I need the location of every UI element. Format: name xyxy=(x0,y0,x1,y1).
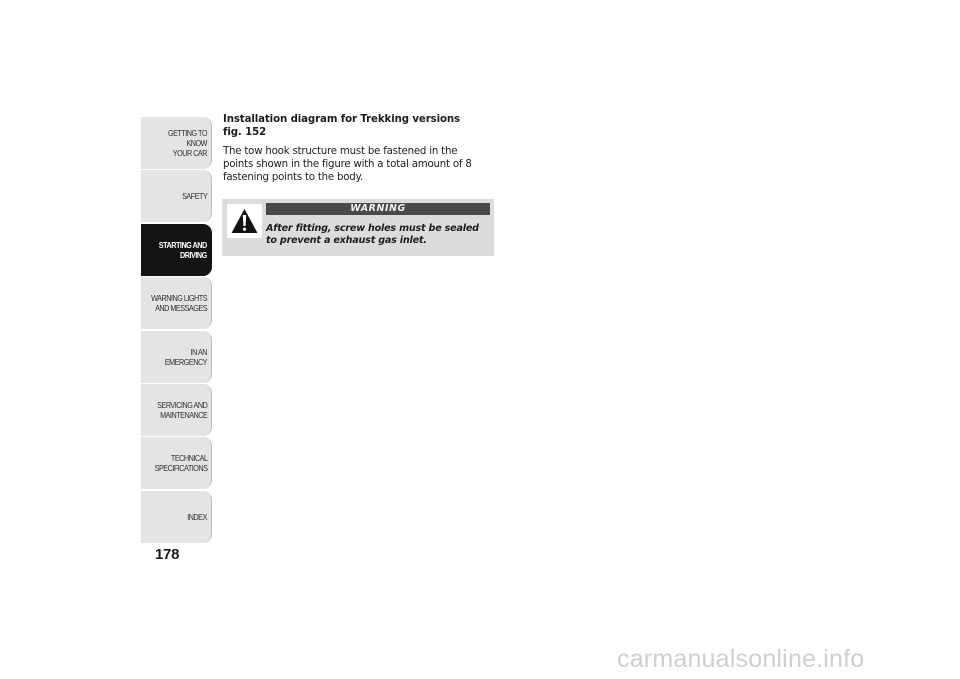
body-line: The tow hook structure must be fastened in the xyxy=(223,146,458,158)
watermark: carmanualsonline.info xyxy=(617,645,865,673)
warning-box xyxy=(222,199,494,256)
chapter-tabs xyxy=(141,117,212,544)
body-line: points shown in the figure with a total amount of 8 xyxy=(223,158,472,170)
warning-line: to prevent a exhaust gas inlet. xyxy=(266,235,427,246)
tab-label: IN AN EMERGENCY xyxy=(164,346,207,367)
tab-warning-lights-and-messages[interactable] xyxy=(141,277,212,329)
section-body xyxy=(223,146,498,184)
warning-triangle-icon xyxy=(230,207,259,235)
tab-in-an-emergency[interactable] xyxy=(141,331,212,383)
tab-safety[interactable] xyxy=(141,170,212,222)
heading-line: Installation diagram for Trekking versions xyxy=(223,114,461,125)
tab-label: INDEX xyxy=(187,511,207,522)
tab-label: STARTING AND DRIVING xyxy=(159,239,207,260)
tab-label: SAFETY xyxy=(181,191,207,202)
section-heading xyxy=(223,114,498,139)
figure-reference-link[interactable]: fig. 152 xyxy=(223,126,267,138)
tab-label: TECHNICAL SPECIFICATIONS xyxy=(154,453,207,474)
warning-icon-frame xyxy=(227,204,262,238)
tab-getting-to-know-your-car[interactable] xyxy=(141,117,212,169)
page-number: 178 xyxy=(155,546,180,563)
tab-label: WARNING LIGHTS AND MESSAGES xyxy=(151,293,207,314)
warning-line: After fitting, screw holes must be sealed xyxy=(266,223,479,234)
tab-index[interactable] xyxy=(141,491,212,543)
body-line: fastening points to the body. xyxy=(223,171,363,183)
warning-text xyxy=(266,223,492,247)
tab-label: SERVICING AND MAINTENANCE xyxy=(156,399,207,420)
main-content xyxy=(223,114,498,185)
tab-label: GETTING TO KNOW YOUR CAR xyxy=(167,128,207,158)
warning-title: WARNING xyxy=(266,203,490,215)
tab-technical-specifications[interactable] xyxy=(141,437,212,489)
tab-servicing-and-maintenance[interactable] xyxy=(141,384,212,436)
tab-starting-and-driving[interactable] xyxy=(141,224,212,276)
